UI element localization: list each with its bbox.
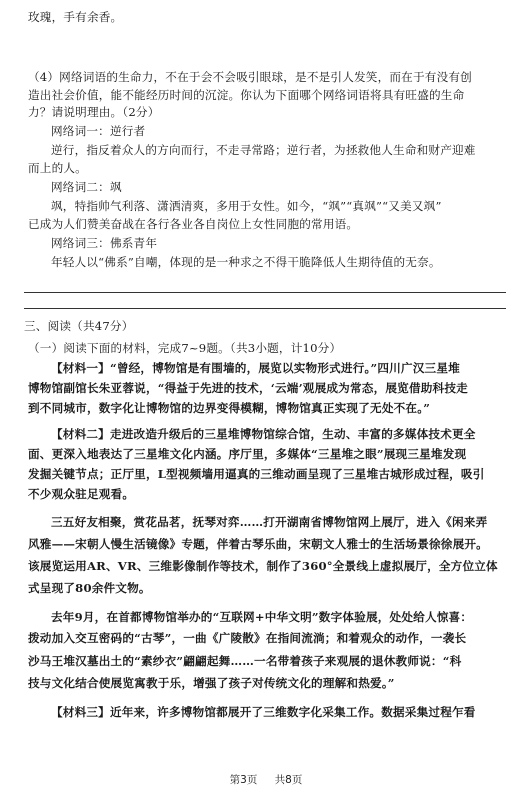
material-2-line-2: 面、更深入地表达了三星堆文化内涵。序厅里，多媒体“三星堆之眼”展现三星堆发现 [28, 447, 467, 461]
material-1-line-3: 到不同城市，数字化让博物馆的边界变得模糊，博物馆真正实现了无处不在。” [28, 401, 431, 415]
word-2-line-1: 飒，特指帅气利落、潇洒清爽，多用于女性。如今，“飒”“真飒”“又美又飒” [51, 199, 442, 213]
material-2-line-1: 【材料二】走进改造升级后的三星堆博物馆综合馆，生动、丰富的多媒体技术更全 [51, 427, 476, 441]
answer-line-2 [24, 308, 506, 309]
question-4-line-1: （4）网络词语的生命力，不在于会不会吸引眼球，是不是引人发笑，而在于有没有创 [28, 70, 472, 84]
word-1-line-2: 而上的人。 [28, 161, 87, 175]
material-2-line-4: 不少观众驻足观看。 [28, 487, 135, 501]
material-1-line-2: 博物馆副馆长朱亚蓉说，“得益于先进的技术，‘云端’观展成为常态，展览借助科技走 [28, 381, 468, 395]
material-2-para-3-line-4: 技与文化结合使展览寓教于乐，增强了孩子对传统文化的理解和热爱。” [28, 676, 395, 690]
material-2-para-2-line-1: 三五好友相聚，赏花品茗，抚琴对弈……打开湖南省博物馆网上展厅，进入《闲来弄 [51, 515, 488, 529]
material-2-para-3-line-3: 沙马王堆汉墓出土的“素纱衣”翩翩起舞……一名带着孩子来观展的退休教师说：“科 [28, 654, 462, 668]
page-footer [0, 773, 532, 787]
page-number: 第3页 [229, 774, 258, 786]
answer-line-1 [24, 292, 506, 293]
material-2-para-2-line-3: 该展览运用AR、VR、三维影像制作等技术，制作了360°全景线上虚拟展厅，全方位立体 [28, 559, 498, 573]
material-2-para-2-line-2: 风雅——宋朝人慢生活镜像》专题，伴着古琴乐曲，宋朝文人雅士的生活场景徐徐展开。 [28, 537, 488, 551]
question-4-line-3: 力？请说明理由。（2分） [28, 105, 160, 119]
word-2-line-2: 已成为人们赞美奋战在各行各业各自岗位上女性同胞的常用语。 [28, 217, 359, 231]
word-3-title: 网络词三：佛系青年 [51, 236, 158, 250]
material-1-line-1: 【材料一】“曾经，博物馆是有围墙的，展览以实物形式进行。”四川广汉三星堆 [51, 361, 460, 375]
word-2-title: 网络词二：飒 [51, 180, 122, 194]
word-1-line-1: 逆行，指反着众人的方向而行，不走寻常路；逆行者，为拯救他人生命和财产迎难 [51, 143, 476, 157]
page-total: 共8页 [274, 774, 303, 786]
part-1-instructions: （一）阅读下面的材料，完成7~9题。（共3小题，计10分） [28, 341, 342, 355]
word-3-line-1: 年轻人以“佛系”自嘲，体现的是一种求之不得干脆降低人生期待值的无奈。 [51, 255, 441, 269]
material-3-line-1: 【材料三】近年来，许多博物馆都展开了三维数字化采集工作。数据采集过程乍看 [51, 705, 476, 719]
section-3-title: 三、阅读（共47分） [24, 319, 134, 333]
material-2-para-3-line-1: 去年9月，在首都博物馆举办的“互联网+中华文明”数字体验展，处处给人惊喜： [51, 610, 473, 624]
material-2-para-3-line-2: 拨动加入交互密码的“古琴”，一曲《广陵散》在指间流淌；和着观众的动作，一袭长 [28, 631, 467, 645]
material-2-para-2-line-4: 式呈现了80余件文物。 [28, 581, 151, 595]
word-1-title: 网络词一：逆行者 [51, 124, 146, 138]
question-4-line-2: 造出社会价值，能不能经历时间的沉淀。你认为下面哪个网络词语将具有旺盛的生命 [28, 88, 465, 102]
material-2-line-3: 发掘关键节点；正厅里，L型视频墙用逼真的三维动画呈现了三星堆古城形成过程，吸引 [28, 467, 485, 481]
top-fragment: 玫瑰，手有余香。 [28, 10, 123, 24]
